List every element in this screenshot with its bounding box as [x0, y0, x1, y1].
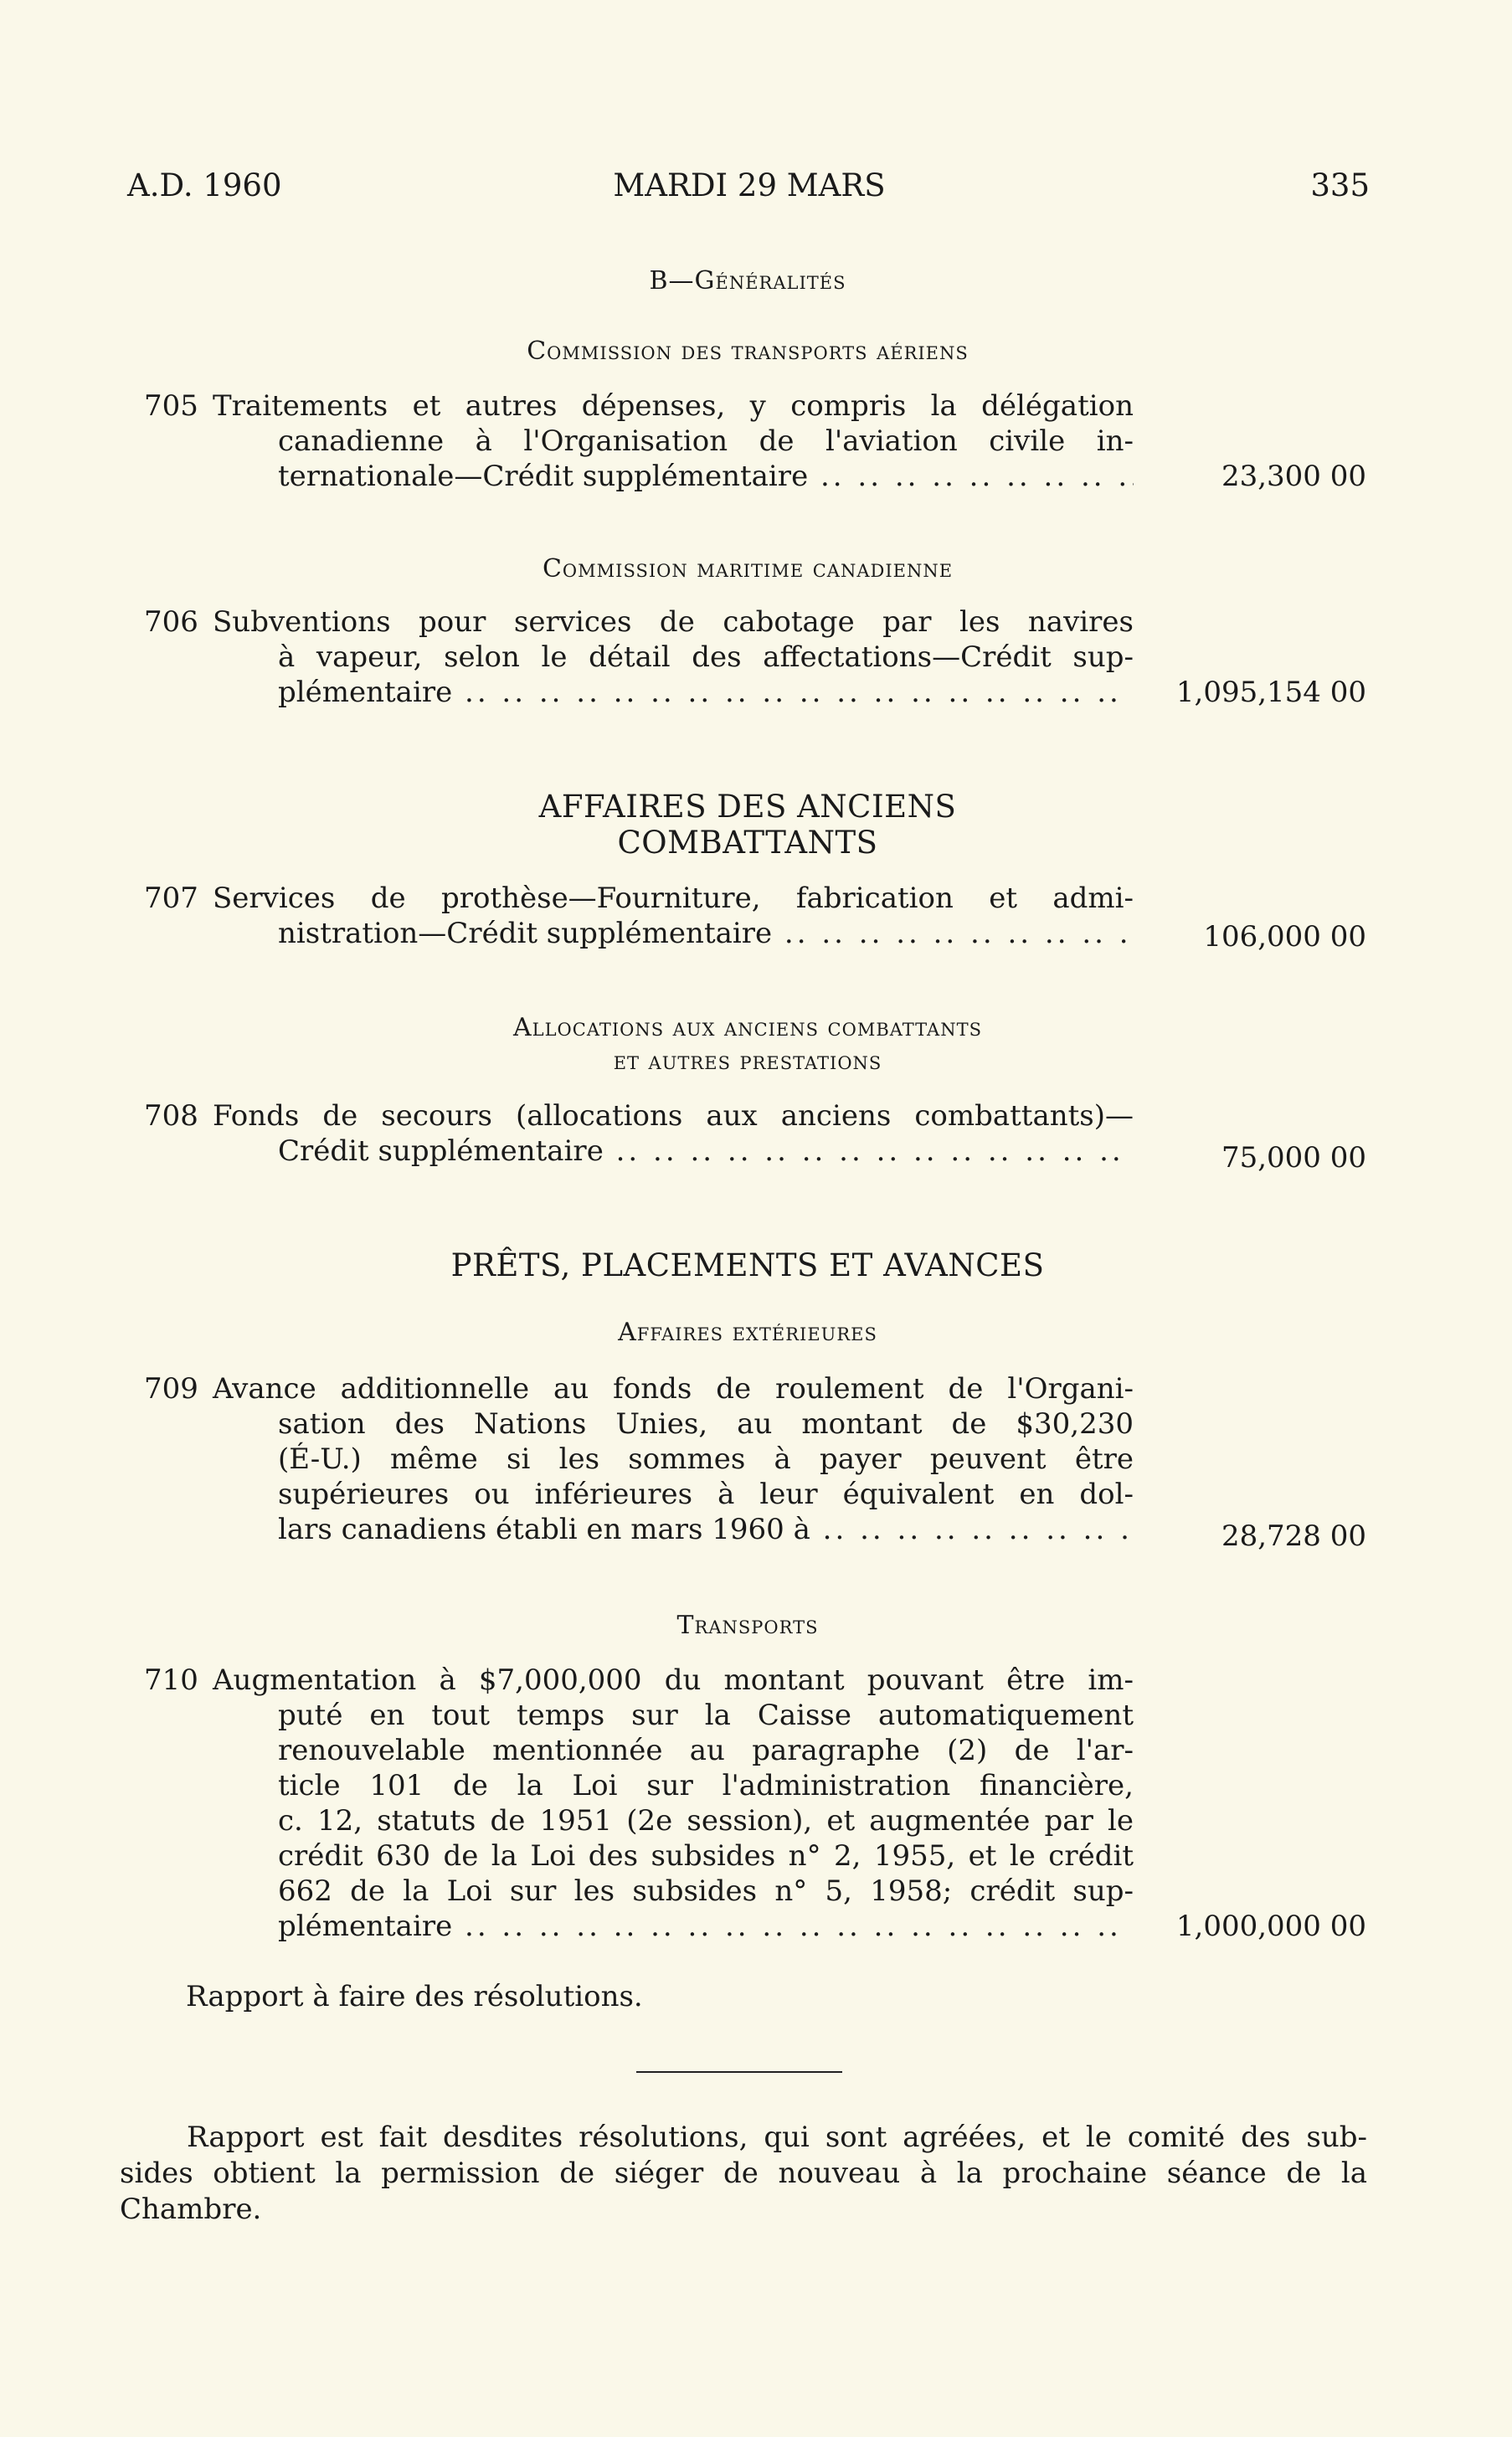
heading-veterans-line2: COMBATTANTS [617, 825, 878, 861]
item-description: Traitements et autres dépenses, y compris la délégation canadienne à l'Organisation de l'aviation civile in- ternationale—Crédit supplémentaire .. .. [213, 388, 1134, 494]
heading-loans: PRÊTS, PLACEMENTS ET AVANCES [450, 1247, 1045, 1283]
item-number: 706 [144, 605, 198, 639]
heading-veterans-line1: AFFAIRES DES ANCIENS [538, 789, 957, 825]
section-b-heading: B—Généralités [649, 266, 846, 296]
item-number: 705 [144, 389, 198, 423]
heading-external-affairs: Affaires extérieures [618, 1318, 877, 1347]
item-amount: 75,000 00 [1221, 1141, 1366, 1175]
item-description: Avance additionnelle au fonds de roulement de l'Organi- sation des Nations Unies, au montant de $30,230 (É-U.) même si les sommes à payer peuvent être supérieures ou inférieures à leur équivalent en dol- lars canadiens établi en mars 1960 à .. .. [213, 1371, 1134, 1547]
item-amount: 1,095,154 00 [1175, 676, 1366, 709]
heading-air-transport: Commission des transports aériens [527, 337, 969, 366]
item-number: 710 [144, 1663, 198, 1697]
item-description: Services de prothèse—Fourniture, fabrication et admi- nistration—Crédit supplémentaire .. .. [213, 881, 1134, 951]
heading-maritime: Commission maritime canadienne [542, 554, 954, 584]
item-description: Subventions pour services de cabotage par les navires à vapeur, selon le détail des affectations—Crédit sup- plémentaire .. .. [213, 604, 1134, 710]
item-number: 709 [144, 1372, 198, 1406]
report-line: Rapport à faire des résolutions. [186, 1980, 643, 2013]
divider [636, 2071, 842, 2073]
item-number: 708 [144, 1099, 198, 1133]
heading-transport: Transports [676, 1611, 819, 1640]
page-number: 335 [1310, 167, 1370, 203]
item-amount: 106,000 00 [1203, 920, 1366, 954]
item-amount: 23,300 00 [1221, 460, 1366, 493]
closing-paragraph: Rapport est fait desdites résolutions, qui sont agréées, et le comité des sub- sides obtient la permission de siéger de nouveau à la prochaine séance de la Chambre. [120, 2121, 1367, 2226]
heading-allowances-line1: Allocations aux anciens combattants [513, 1013, 982, 1042]
item-description: Augmentation à $7,000,000 du montant pouvant être im- puté en tout temps sur la Caisse automatiquement renouvelable mentionnée au paragraphe (2) de l'ar- ticle 101 de la Loi sur l'administration financière, c. 12, statuts de 1951 (2e session), et augmentée par le crédit 630 de la Loi des subsides n° 2, 1955, et le crédit 662 de la Loi sur les subsides n° 5, 1958; crédit sup- plémentaire .. .. [213, 1663, 1134, 1944]
header-date: MARDI 29 MARS [613, 167, 886, 203]
header-year: A.D. 1960 [127, 167, 282, 203]
item-number: 707 [144, 882, 198, 915]
item-amount: 28,728 00 [1221, 1519, 1366, 1553]
item-description: Fonds de secours (allocations aux anciens combattants)— Crédit supplémentaire .. .. [213, 1098, 1134, 1169]
heading-allowances-line2: et autres prestations [613, 1046, 882, 1076]
item-amount: 1,000,000 00 [1175, 1910, 1366, 1943]
